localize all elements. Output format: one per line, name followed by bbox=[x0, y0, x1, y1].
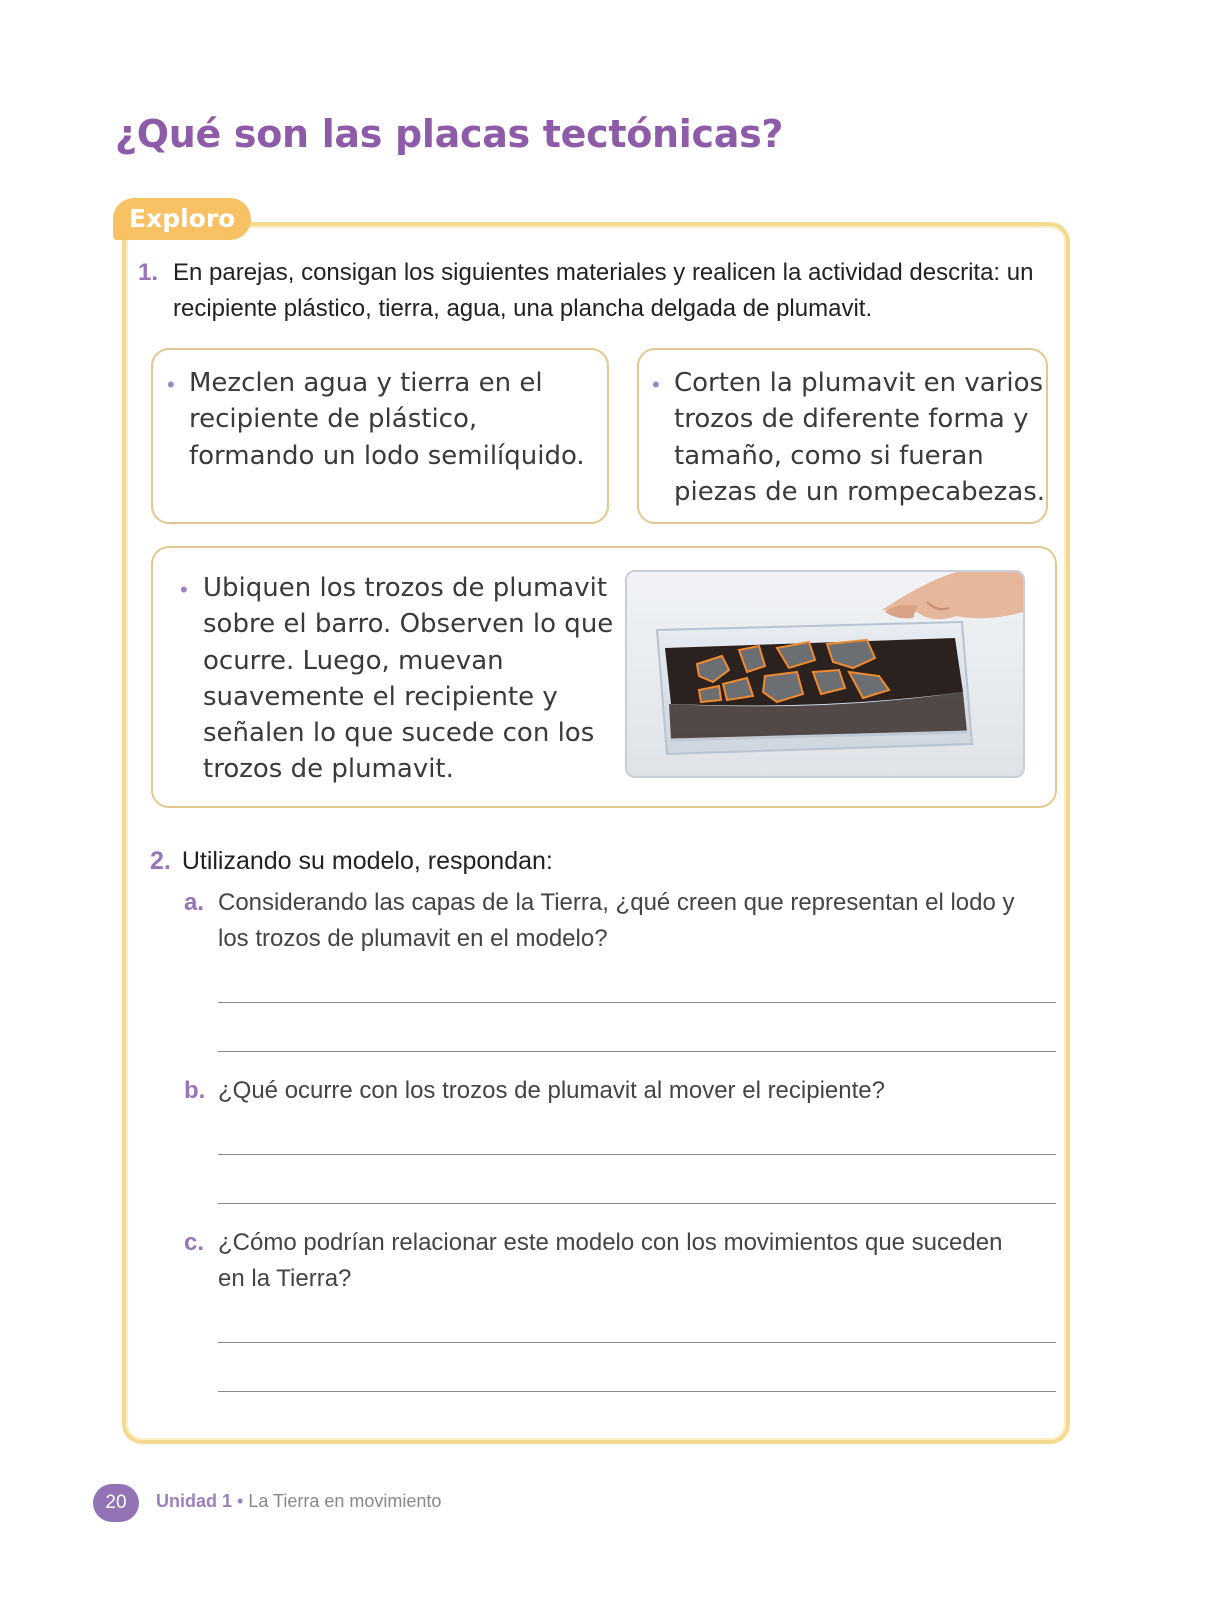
section-tab-exploro: Exploro bbox=[113, 198, 251, 240]
page-number: 20 bbox=[93, 1484, 139, 1522]
answer-line[interactable] bbox=[218, 1154, 1056, 1155]
question-text: En parejas, consigan los siguientes materiales y realicen la actividad descrita: un recipiente plástico, tierra, agua, una plancha delgada de plumavit. bbox=[173, 259, 1034, 322]
step-text: Mezclen agua y tierra en el recipiente de plástico, formando un lodo semilíquido. bbox=[189, 368, 585, 471]
item-letter: b. bbox=[184, 1077, 206, 1104]
footer-unit-title bbox=[156, 1491, 441, 1512]
unit-title: La Tierra en movimiento bbox=[248, 1491, 442, 1511]
step-box-cut bbox=[637, 348, 1048, 524]
question-text: Utilizando su modelo, respondan: bbox=[181, 847, 553, 875]
item-text: ¿Cómo podrían relacionar este modelo con los movimientos que suceden en la Tierra? bbox=[218, 1229, 1003, 1292]
separator: • bbox=[237, 1491, 244, 1511]
bullet-icon: • bbox=[180, 577, 188, 602]
plastic-container-with-mud-image bbox=[627, 572, 1023, 776]
question-2 bbox=[150, 843, 553, 879]
step-box-mix bbox=[151, 348, 609, 524]
question-number: 2. bbox=[150, 847, 171, 875]
bullet-icon: • bbox=[652, 372, 660, 397]
answer-line[interactable] bbox=[218, 1203, 1056, 1204]
step-text: Corten la plumavit en varios trozos de diferente forma y tamaño, como si fueran piezas de un rompecabezas. bbox=[674, 368, 1046, 507]
answer-line[interactable] bbox=[218, 1002, 1056, 1003]
bullet-icon: • bbox=[167, 372, 175, 397]
unit-label: Unidad 1 bbox=[156, 1491, 233, 1511]
answer-line[interactable] bbox=[218, 1342, 1056, 1343]
item-text: Considerando las capas de la Tierra, ¿qué creen que representan el lodo y los trozos de plumavit en el modelo? bbox=[218, 889, 1015, 952]
model-photo bbox=[625, 570, 1025, 778]
item-letter: c. bbox=[184, 1229, 205, 1256]
item-letter: a. bbox=[184, 889, 205, 916]
question-number: 1. bbox=[138, 259, 159, 286]
step-text: Ubiquen los trozos de plumavit sobre el barro. Observen lo que ocurre. Luego, muevan suavemente el recipiente y señalen lo que sucede con los trozos de plumavit. bbox=[203, 573, 614, 785]
page-title: ¿Qué son las placas tectónicas? bbox=[115, 112, 784, 156]
answer-line[interactable] bbox=[218, 1051, 1056, 1052]
item-text: ¿Qué ocurre con los trozos de plumavit al mover el recipiente? bbox=[218, 1077, 885, 1104]
answer-line[interactable] bbox=[218, 1391, 1056, 1392]
